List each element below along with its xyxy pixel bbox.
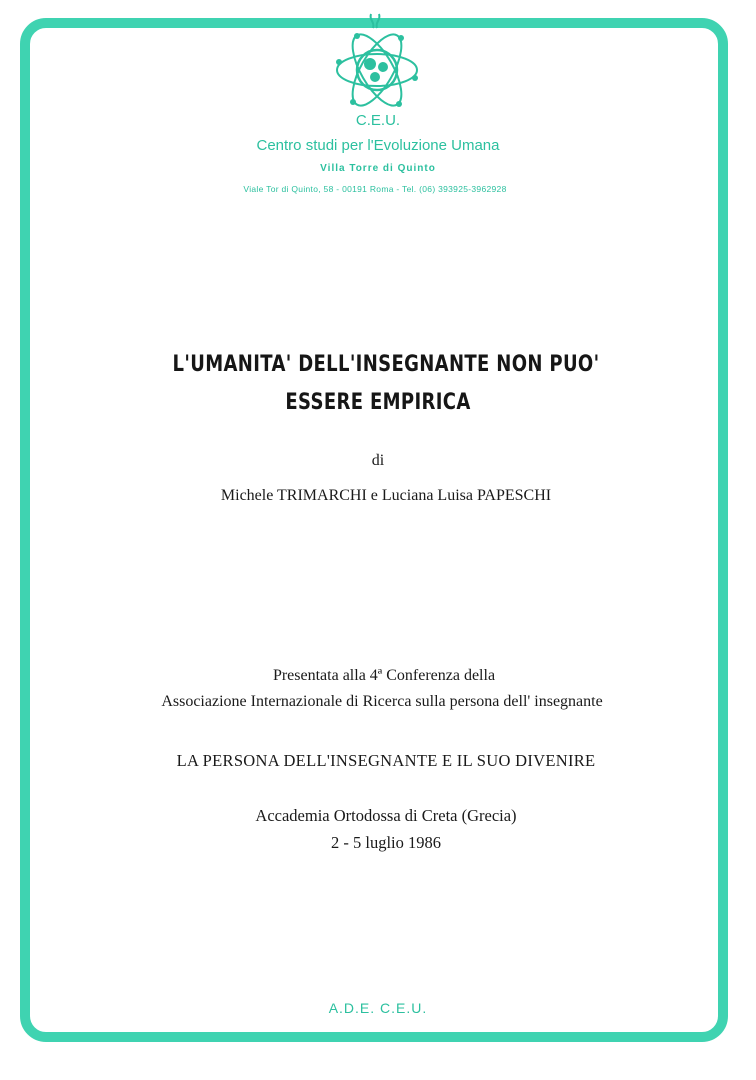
header-organization-name: Centro studi per l'Evoluzione Umana [256, 137, 500, 154]
conference-title: LA PERSONA DELL'INSEGNANTE E IL SUO DIVENIRE [176, 751, 596, 770]
document-title-line-2: ESSERE EMPIRICA [285, 390, 471, 415]
authors: Michele TRIMARCHI e Luciana Luisa PAPESCHI [220, 487, 552, 504]
document-title-line-1: L'UMANITA' DELL'INSEGNANTE NON PUO' [172, 352, 600, 377]
atom-emblem-icon [331, 12, 423, 118]
presentation-line-1: Presentata alla 4ª Conferenza della [272, 667, 496, 684]
byline: di [371, 452, 385, 469]
venue: Accademia Ortodossa di Creta (Grecia) [255, 806, 517, 825]
header-villa: Villa Torre di Quinto [320, 163, 436, 174]
footer-label: A.D.E. C.E.U. [328, 1000, 428, 1016]
conference-dates: 2 - 5 luglio 1986 [331, 833, 441, 852]
header-abbreviation: C.E.U. [355, 112, 401, 129]
presentation-line-2: Associazione Internazionale di Ricerca sulla persona dell' insegnante [161, 693, 603, 710]
header-address: Viale Tor di Quinto, 58 - 00191 Roma - Tel. (06) 393925-3962928 [243, 184, 507, 194]
